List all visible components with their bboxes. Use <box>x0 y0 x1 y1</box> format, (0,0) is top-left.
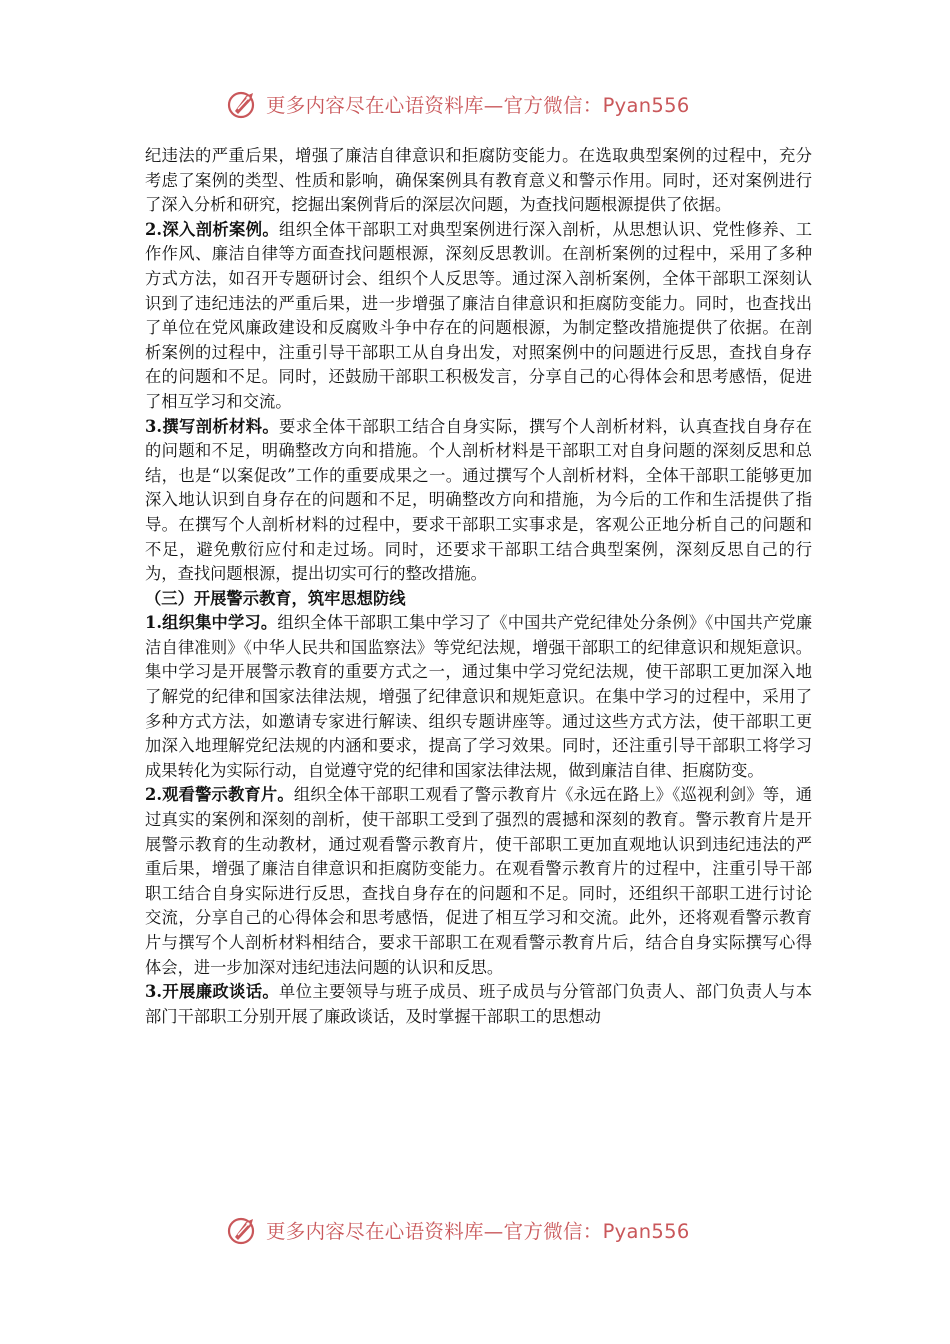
paragraph-text: 纪违法的严重后果，增强了廉洁自律意识和拒腐防变能力。在选取典型案例的过程中，充分考虑了案例的类型、性质和影响，确保案例具有教育意义和警示作用。同时，还对案例进行了深入分析和研究，挖掘出案例背后的深层次问题，为查找问题根源提供了依据。 <box>145 146 812 215</box>
paragraph-text: 组织全体干部职工对典型案例进行深入剖析，从思想认识、党性修养、工作作风、廉洁自律等方面查找问题根源，深刻反思教训。在剖析案例的过程中，采用了多种方式方法，如召开专题研讨会、组织个人反思等。通过深入剖析案例，全体干部职工深刻认识到了违纪违法的严重后果，进一步增强了廉洁自律意识和拒腐防变能力。同时，也查找出了单位在党风廉政建设和反腐败斗争中存在的问题根源，为制定整改措施提供了依据。在剖析案例的过程中，注重引导干部职工从自身出发，对照案例中的问题进行反思，查找自身存在的问题和不足。同时，还鼓励干部职工积极发言，分享自己的心得体会和思考感悟，促进了相互学习和交流。 <box>145 219 812 411</box>
footer-banner <box>226 1212 690 1248</box>
paragraph <box>145 415 812 587</box>
paragraph-lead: 1.组织集中学习。 <box>145 613 278 633</box>
header-banner <box>226 86 690 122</box>
banner-text: 更多内容尽在心语资料库—官方微信：Pyan556 <box>266 1220 690 1243</box>
paragraph-lead: 3.开展廉政谈话。 <box>145 982 280 1002</box>
paragraph <box>145 218 812 415</box>
paragraph <box>145 144 812 218</box>
paragraph-text: 组织全体干部职工观看了警示教育片《永远在路上》《巡视利剑》等，通过真实的案例和深刻的剖析，使干部职工受到了强烈的震撼和深刻的教育。警示教育片是开展警示教育的生动教材，通过观看警示教育片，使干部职工更加直观地认识到违纪违法的严重后果，增强了廉洁自律意识和拒腐防变能力。在观看警示教育片的过程中，注重引导干部职工结合自身实际进行反思，查找自身存在的问题和不足。同时，还组织干部职工进行讨论交流，分享自己的心得体会和思考感悟，促进了相互学习和交流。此外，还将观看警示教育片与撰写个人剖析材料相结合，要求干部职工在观看警示教育片后，结合自身实际撰写心得体会，进一步加深对违纪违法问题的认识和反思。 <box>145 785 813 977</box>
section-heading: （三）开展警示教育，筑牢思想防线 <box>145 588 406 608</box>
paragraph <box>145 980 812 1029</box>
paragraph-text: 单位主要领导与班子成员、班子成员与分管部门负责人、部门负责人与本部门干部职工分别开展了廉政谈话，及时掌握干部职工的思想动 <box>145 982 812 1026</box>
banner-text: 更多内容尽在心语资料库—官方微信：Pyan556 <box>266 94 690 117</box>
paragraph <box>145 783 812 980</box>
paragraph-text: 组织全体干部职工集中学习了《中国共产党纪律处分条例》《中国共产党廉洁自律准则》《中华人民共和国监察法》等党纪法规，增强干部职工的纪律意识和规矩意识。集中学习是开展警示教育的重要方式之一，通过集中学习党纪法规，使干部职工更加深入地了解党的纪律和国家法律法规，增强了纪律意识和规矩意识。在集中学习的过程中，采用了多种方式方法，如邀请专家进行解读、组织专题讲座等。通过这些方式方法，使干部职工更加深入地理解党纪法规的内涵和要求，提高了学习效果。同时，还注重引导干部职工将学习成果转化为实际行动，自觉遵守党的纪律和国家法律法规，做到廉洁自律、拒腐防变。 <box>145 613 813 780</box>
pen-nib-logo-icon <box>226 87 260 121</box>
pen-nib-logo-icon <box>226 1213 260 1247</box>
paragraph <box>145 611 812 783</box>
paragraph-lead: 2.深入剖析案例。 <box>145 219 280 239</box>
document-body <box>145 144 812 1029</box>
paragraph-lead: 3.撰写剖析材料。 <box>145 416 280 436</box>
paragraph-text: 要求全体干部职工结合自身实际，撰写个人剖析材料，认真查找自身存在的问题和不足，明确整改方向和措施。个人剖析材料是干部职工对自身问题的深刻反思和总结，也是“以案促改”工作的重要成果之一。通过撰写个人剖析材料，全体干部职工能够更加深入地认识到自身存在的问题和不足，明确整改方向和措施，为今后的工作和生活提供了指导。在撰写个人剖析材料的过程中，要求干部职工实事求是，客观公正地分析自己的问题和不足，避免敷衍应付和走过场。同时，还要求干部职工结合典型案例，深刻反思自己的行为，查找问题根源，提出切实可行的整改措施。 <box>145 416 812 584</box>
paragraph-lead: 2.观看警示教育片。 <box>145 785 294 805</box>
